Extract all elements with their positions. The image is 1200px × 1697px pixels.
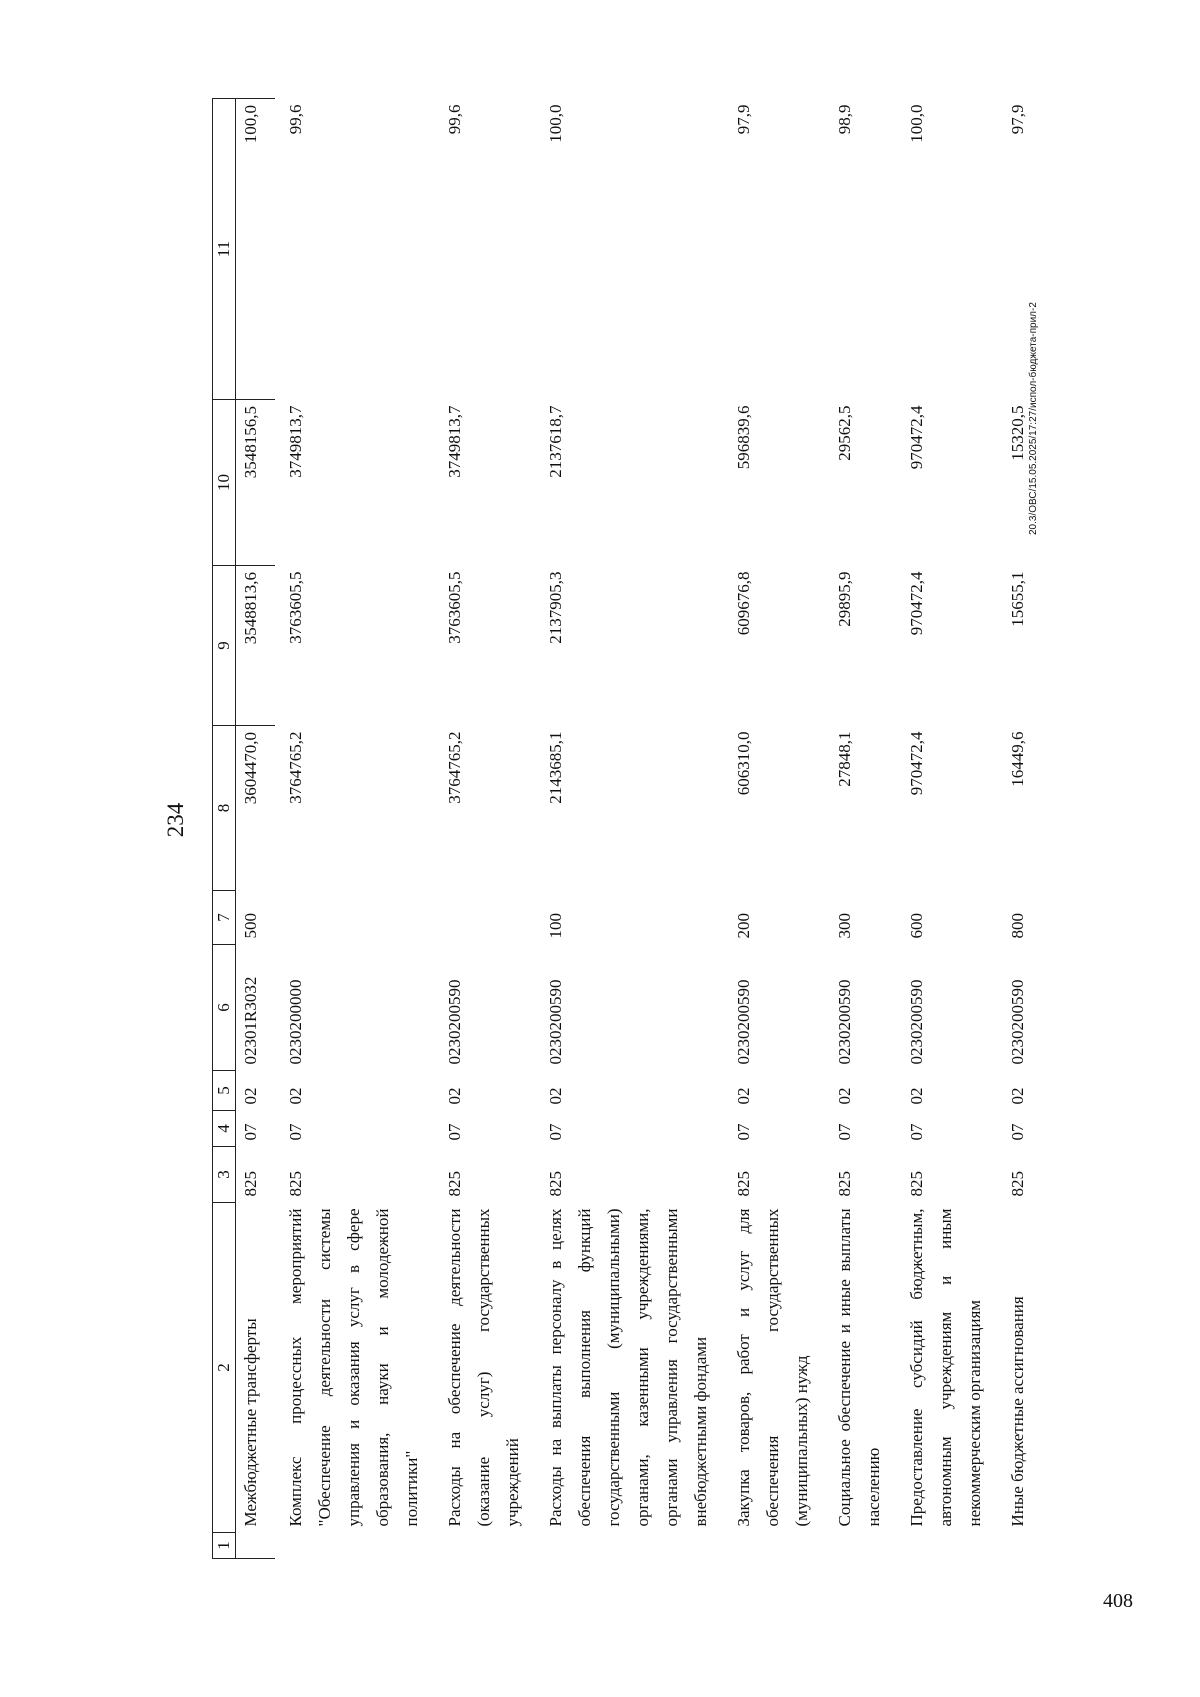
column-header: 11 [213,99,236,400]
ministry-code: 825 [835,1171,854,1197]
amount-col-8: 16449,6 [1008,731,1027,787]
subsection-code: 02 [286,1087,305,1105]
amount-col-9: 15655,1 [1008,571,1027,627]
ministry-code: 825 [286,1171,305,1197]
section-code: 07 [445,1123,464,1141]
document-footer-code: 20.3/ОВС/15.05.2025/17:27/испол-бюджета-прил-2 [1028,302,1039,535]
table-row [434,99,535,1559]
target-article-code: 0230200590 [734,979,753,1065]
expense-type-code: 800 [1008,913,1027,939]
target-article-code: 0230200590 [445,979,464,1065]
row-number-cell [275,1533,434,1559]
table-row [535,99,723,1559]
subsection-code: 02 [445,1087,464,1105]
amount-col-10: 29562,5 [835,405,854,461]
expense-type-code [434,891,535,945]
section-code: 07 [286,1123,305,1141]
ministry-code: 825 [241,1171,260,1197]
expense-name: Расходы на обеспечение деятельности (оказание услуг) государственных учреждений [445,1208,522,1527]
column-header: 9 [213,566,236,726]
ministry-code: 825 [734,1171,753,1197]
rotated-page [160,55,1060,1585]
row-number-cell [236,1533,276,1559]
expense-name: Иные бюджетные ассигнования [1008,1296,1027,1527]
amount-col-10: 2137618,7 [546,405,565,478]
percent-col-11: 97,9 [1008,104,1027,135]
amount-col-10: 3749813,7 [445,405,464,478]
ministry-code: 825 [546,1171,565,1197]
subsection-code: 02 [241,1087,260,1105]
amount-col-9: 609676,8 [734,571,753,636]
amount-col-9: 2137905,3 [546,571,565,644]
column-number-row [213,99,236,1559]
section-code: 07 [907,1123,926,1141]
column-header: 6 [213,945,236,1071]
percent-col-11: 99,6 [445,104,464,135]
expense-name: Предоставление субсидий бюджетным, автономным учреждениям и иным некоммерческим организациям [907,1208,984,1527]
expense-name: Комплекс процессных мероприятий "Обеспечение деятельности системы управления и оказания услуг в сфере образования, науки и молодежной политики" [286,1208,421,1527]
percent-col-11: 98,9 [835,104,854,135]
expense-type-code: 200 [734,913,753,939]
section-code: 07 [835,1123,854,1141]
table-row [723,99,824,1559]
amount-col-8: 3764765,2 [286,731,305,804]
percent-col-11: 100,0 [907,104,926,143]
column-header: 5 [213,1071,236,1111]
amount-col-8: 3604470,0 [236,726,276,891]
subsection-code: 02 [907,1087,926,1105]
amount-col-9: 29895,9 [835,571,854,627]
percent-col-11: 100,0 [546,104,565,143]
table-row [896,99,997,1559]
ministry-code: 825 [445,1171,464,1197]
subsection-code: 02 [546,1087,565,1105]
target-article-code: 02301R3032 [241,976,260,1065]
section-code: 07 [1008,1123,1027,1141]
page-number: 408 [1103,1590,1133,1612]
amount-col-9: 970472,4 [907,571,926,636]
target-article-code: 0230200590 [835,979,854,1065]
amount-col-9: 3763605,5 [286,571,305,644]
amount-col-8: 606310,0 [734,731,753,796]
amount-col-10: 970472,4 [907,405,926,470]
row-number-cell [535,1533,723,1559]
amount-col-8: 27848,1 [835,731,854,787]
page-header-number: 234 [163,802,188,838]
subsection-code: 02 [835,1087,854,1105]
expense-type-code: 600 [907,913,926,939]
amount-col-10: 596839,6 [734,405,753,470]
column-header: 8 [213,726,236,891]
expense-name: Закупка товаров, работ и услуг для обеспечения государственных (муниципальных) нужд [734,1208,811,1527]
expense-type-code [275,891,434,945]
amount-col-10: 15320,5 [1008,405,1027,461]
column-header: 4 [213,1111,236,1147]
expense-name: Социальное обеспечение и иные выплаты населению [835,1208,883,1527]
ministry-code: 825 [1008,1171,1027,1197]
target-article-code: 0230200000 [286,979,305,1065]
amount-col-8: 2143685,1 [546,731,565,804]
expense-type-code: 100 [546,913,565,939]
target-article-code: 0230200590 [546,979,565,1065]
expense-name: Расходы на выплаты персоналу в целях обеспечения выполнения функций государственными (муниципальными) органами, казенными учреждениями, органами управления государственными внебюджетными фондами [546,1208,710,1527]
table-row [236,99,276,1559]
amount-col-8: 970472,4 [907,731,926,796]
row-number-cell [434,1533,535,1559]
percent-col-11: 100,0 [236,99,276,400]
expense-name: Межбюджетные трансферты [241,1318,260,1527]
amount-col-8: 3764765,2 [445,731,464,804]
section-code: 07 [241,1123,260,1141]
row-number-cell [896,1533,997,1559]
column-header: 7 [213,891,236,945]
section-code: 07 [546,1123,565,1141]
ministry-code: 825 [907,1171,926,1197]
row-number-cell [997,1533,1040,1559]
section-code: 07 [734,1123,753,1141]
subsection-code: 02 [1008,1087,1027,1105]
table-row [824,99,896,1559]
column-header: 2 [213,1203,236,1533]
column-header: 10 [213,400,236,566]
amount-col-10: 3749813,7 [286,405,305,478]
target-article-code: 0230200590 [1008,979,1027,1065]
percent-col-11: 97,9 [734,104,753,135]
subsection-code: 02 [734,1087,753,1105]
percent-col-11: 99,6 [286,104,305,135]
row-number-cell [723,1533,824,1559]
target-article-code: 0230200590 [907,979,926,1065]
table-row [275,99,434,1559]
expense-type-code: 300 [835,913,854,939]
budget-table [212,98,1040,1559]
column-header: 1 [213,1533,236,1559]
amount-col-9: 3763605,5 [445,571,464,644]
row-number-cell [824,1533,896,1559]
expense-type-code: 500 [241,913,260,939]
column-header: 3 [213,1147,236,1203]
amount-col-9: 3548813,6 [236,566,276,726]
amount-col-10: 3548156,5 [236,400,276,566]
